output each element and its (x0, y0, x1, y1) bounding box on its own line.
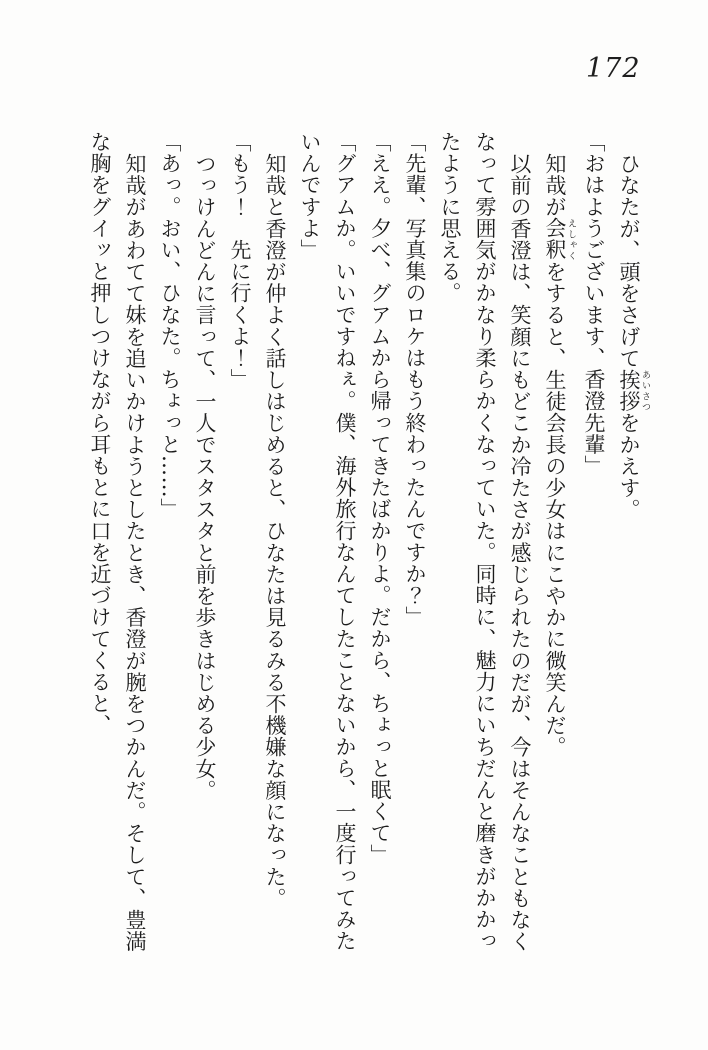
text-line-6: たように思える。 (438, 131, 462, 304)
text-line-11: 知哉と香澄が仲よく話しはじめると、ひなたは見るみる不機嫌な顔になった。 (263, 152, 287, 909)
text-line-12: 「もう！ 先に行くよ！」 (228, 131, 252, 391)
furigana-text: あいさつ (640, 368, 650, 412)
text-line-3: 知哉が会釈 えしゃくをすると、生徒会長の少女はにこやかに微笑んだ。 (543, 152, 576, 758)
page-number: 172 (586, 53, 641, 84)
text-line-5: なって雰囲気がかなり柔らかくなっていた。同時に、魅力にいちだんと磨きがかかっ (473, 131, 497, 952)
text-line-13: つっけんどんに言って、一人でスタスタと前を歩きはじめる少女。 (193, 152, 217, 801)
text-line-8: 「ええ。夕べ、グアムから帰ってきたばかりよ。だから、ちょっと眠くて」 (368, 131, 392, 866)
text-line-2: 「おはようございます、香澄先輩」 (582, 131, 606, 477)
ruby-annotated-word: 挨拶 あいさつ (617, 368, 650, 412)
text-line-1: ひなたが、頭をさげて挨拶 あいさつをかえす。 (617, 152, 650, 520)
text-line-7: 「先輩、写真集のロケはもう終わったんですか？」 (403, 131, 427, 628)
text-line-4: 以前の香澄は、笑顔にもどこか冷たさが感じられたのだが、今はそんなこともなく (508, 152, 532, 952)
furigana-text: えしゃく (566, 217, 576, 261)
text-line-14: 「あっ。おい、ひなた。ちょっと……」 (158, 131, 182, 520)
text-line-9: 「グアムか。いいですねぇ。僕、海外旅行なんてしたことないから、一度行ってみた (333, 131, 357, 952)
text-line-16: な胸をグイッと押しつけながら耳もとに口を近づけてくると、 (88, 131, 112, 736)
vertical-text-block (82, 131, 650, 965)
text-line-15: 知哉があわてて妹を追いかけようとしたとき、香澄が腕をつかんだ。そして、豊満 (123, 152, 147, 952)
text-line-10: いんですよ」 (298, 131, 322, 261)
ruby-annotated-word: 会釈 えしゃく (543, 217, 576, 261)
